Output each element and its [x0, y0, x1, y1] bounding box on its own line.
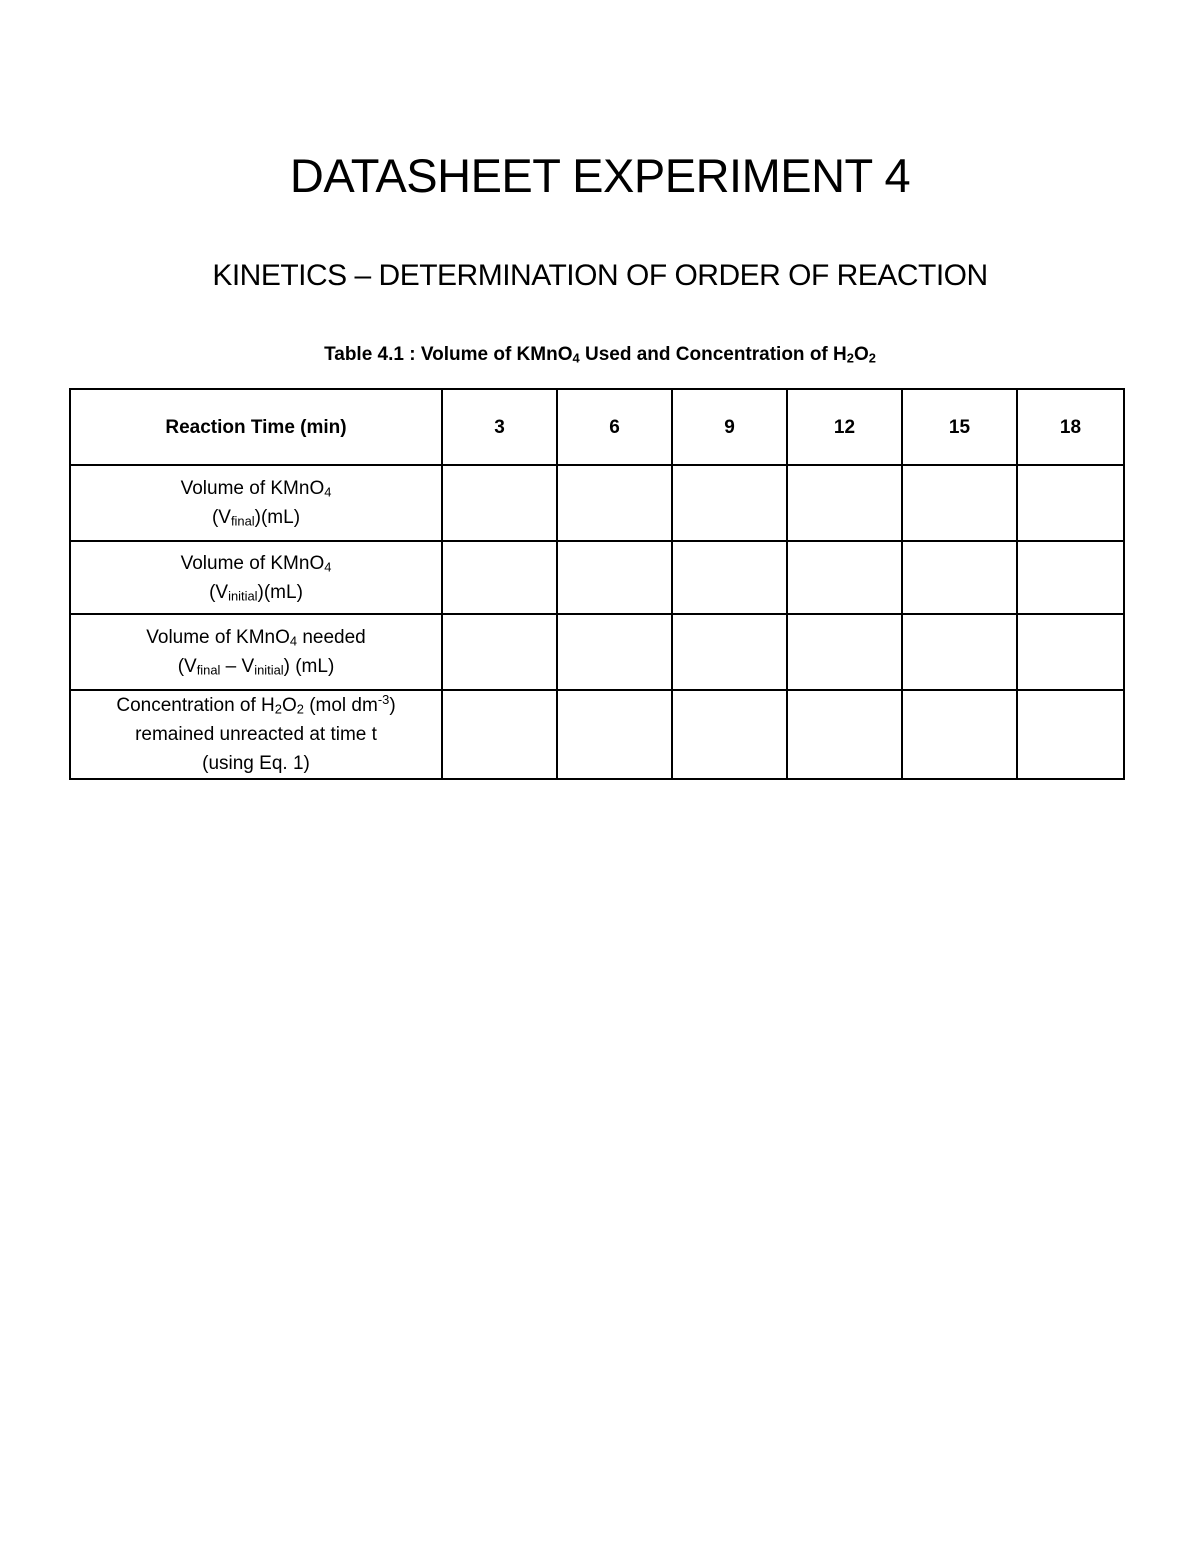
- table-row: [70, 541, 1124, 614]
- time-header: 9: [672, 389, 787, 465]
- page-subtitle: KINETICS – DETERMINATION OF ORDER OF REACTION: [212, 259, 988, 292]
- data-cell[interactable]: [557, 690, 672, 779]
- data-cell[interactable]: [557, 465, 672, 541]
- data-cell[interactable]: [672, 690, 787, 779]
- time-header: 12: [787, 389, 902, 465]
- data-cell[interactable]: [787, 690, 902, 779]
- data-cell[interactable]: [557, 614, 672, 690]
- time-header: 15: [902, 389, 1017, 465]
- data-cell[interactable]: [902, 614, 1017, 690]
- table-caption: Table 4.1 : Volume of KMnO$_4$ Used and Concentration of $H_2O_2$: [324, 344, 876, 366]
- page-title: DATASHEET EXPERIMENT 4: [289, 149, 911, 202]
- time-header: 6: [557, 389, 672, 465]
- data-cell[interactable]: [672, 614, 787, 690]
- row-label-vinitial: Volume of KMnO$_4$ $(V_{initial})(mL)$: [70, 541, 442, 614]
- table-row: [70, 614, 1124, 690]
- header-label: Reaction Time (min): [70, 389, 442, 465]
- data-cell[interactable]: [442, 541, 557, 614]
- time-header: 18: [1017, 389, 1124, 465]
- data-cell[interactable]: [787, 541, 902, 614]
- data-cell[interactable]: [442, 465, 557, 541]
- time-header: 3: [442, 389, 557, 465]
- row-label-concentration: Concentration of $H_2O_2$ (mol $dm^{-3}$) remained unreacted at time t (using Eq. 1): [70, 690, 442, 779]
- data-cell[interactable]: [1017, 465, 1124, 541]
- data-cell[interactable]: [787, 614, 902, 690]
- table-row: [70, 690, 1124, 779]
- data-cell[interactable]: [1017, 614, 1124, 690]
- data-cell[interactable]: [1017, 690, 1124, 779]
- row-label-volume-needed: Volume of KMnO$_4$ needed $(V_{final} - V_{initial})$ (mL): [70, 614, 442, 690]
- data-cell[interactable]: [442, 690, 557, 779]
- row-label-vfinal: Volume of KMnO$_4$ $(V_{final})(mL)$: [70, 465, 442, 541]
- data-cell[interactable]: [672, 465, 787, 541]
- data-cell[interactable]: [902, 465, 1017, 541]
- data-cell[interactable]: [1017, 541, 1124, 614]
- table-header-row: [70, 389, 1124, 465]
- table-row: [70, 465, 1124, 541]
- data-cell[interactable]: [787, 465, 902, 541]
- data-cell[interactable]: [672, 541, 787, 614]
- data-cell[interactable]: [557, 541, 672, 614]
- data-cell[interactable]: [902, 690, 1017, 779]
- data-cell[interactable]: [442, 614, 557, 690]
- data-cell[interactable]: [902, 541, 1017, 614]
- data-table: [69, 388, 1125, 780]
